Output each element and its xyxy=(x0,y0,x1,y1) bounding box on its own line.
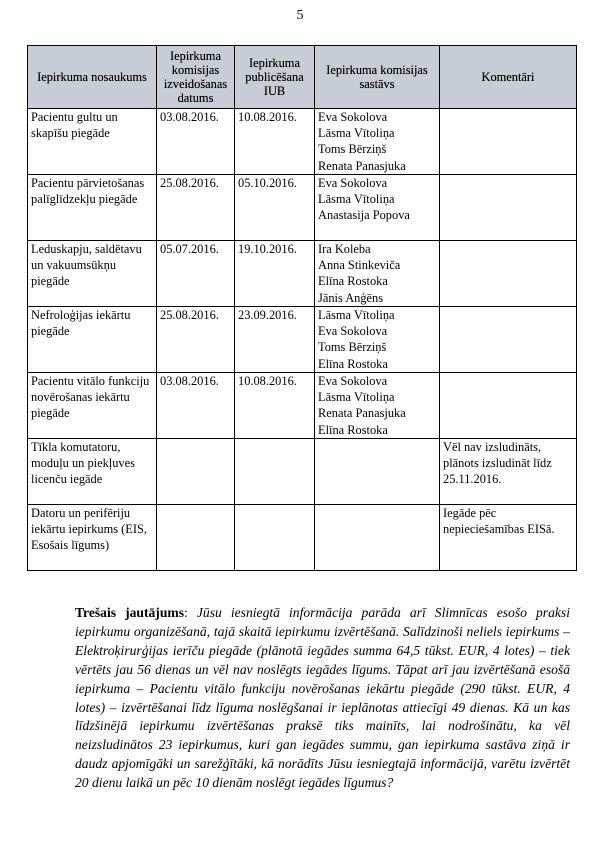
committee-members-cell: Eva Sokolova Lāsma Vītoliņa Toms Bērziņš Renata Panasjuka xyxy=(315,109,440,175)
committee-date-cell xyxy=(157,439,235,505)
procurement-name-cell: Nefroloģijas iekārtu piegāde xyxy=(28,307,157,373)
procurement-name-cell: Tīkla komutatoru, moduļu un piekļuves licenču iegāde xyxy=(28,439,157,505)
comment-cell xyxy=(440,241,577,307)
committee-date-cell: 25.08.2016. xyxy=(157,307,235,373)
committee-members-cell: Lāsma Vītoliņa Eva Sokolova Toms Bērziņš Elīna Rostoka xyxy=(315,307,440,373)
table-row xyxy=(28,505,577,571)
procurement-name-cell: Pacientu pārvietošanas palīglīdzekļu piegāde xyxy=(28,175,157,241)
question-body: Jūsu iesniegtā informācija parāda arī Slimnīcas esošo praksi iepirkumu organizēšanā, tajā skaitā iepirkumu izvērtēšanā. Salīdzinoši neliels iepirkums – Elektroķirurģijas ierīču piegāde (plānotā iegādes summa 64,5 tūkst. EUR, 4 lotes) – tiek vērtēts jau 56 dienas un vēl nav noslēgts iegādes līgums. Tāpat arī jau izvērtēšanā esošā iepirkuma – Pacientu vitālo funkciju novērošanas iekārtu piegāde (290 tūkst. EUR, 4 lotes) – izvērtēšanai līdz līguma noslēgšanai ir ieplānotas attiecīgi 49 dienas. Kā un kas līdzšinējā iepirkumu izvērtēšanas praksē tiks mainīts, lai nodrošinātu, ka vēl neizsludinātos 23 iepirkumus, kuri gan iegādes summu, gan iepirkuma sastāva ziņā ir daudz apjomīgāki un sarežģītāki, kā norādīts Jūsu iesniegtajā informācijā, varētu izvērtēt 20 dienu laikā un pēc 10 dienām noslēgt iegādes līgumus? xyxy=(75,605,570,791)
comment-cell: Vēl nav izsludināts, plānots izsludināt līdz 25.11.2016. xyxy=(440,439,577,505)
procurement-name-cell: Pacientu vitālo funkciju novērošanas iekārtu piegāde xyxy=(28,373,157,439)
publication-date-cell: 10.08.2016. xyxy=(235,373,315,439)
procurement-table xyxy=(27,45,577,571)
publication-date-cell: 23.09.2016. xyxy=(235,307,315,373)
table-row xyxy=(28,439,577,505)
header-committee-members: Iepirkuma komisijas sastāvs xyxy=(315,46,440,109)
table-row xyxy=(28,241,577,307)
committee-date-cell: 03.08.2016. xyxy=(157,373,235,439)
committee-members-cell: Eva Sokolova Lāsma Vītoliņa Anastasija Popova xyxy=(315,175,440,241)
procurement-name-cell: Leduskapju, saldētavu un vakuumsūkņu piegāde xyxy=(28,241,157,307)
committee-members-cell xyxy=(315,439,440,505)
table-row xyxy=(28,307,577,373)
procurement-name-cell: Pacientu gultu un skapīšu piegāde xyxy=(28,109,157,175)
publication-date-cell xyxy=(235,505,315,571)
header-publication-iub: Iepirkuma publicēšana IUB xyxy=(235,46,315,109)
comment-cell xyxy=(440,175,577,241)
publication-date-cell: 10.08.2016. xyxy=(235,109,315,175)
publication-date-cell: 05.10.2016. xyxy=(235,175,315,241)
publication-date-cell: 19.10.2016. xyxy=(235,241,315,307)
question-colon: : xyxy=(184,605,197,620)
committee-members-cell xyxy=(315,505,440,571)
comment-cell: Iegāde pēc nepieciešamības EISā. xyxy=(440,505,577,571)
comment-cell xyxy=(440,307,577,373)
publication-date-cell xyxy=(235,439,315,505)
header-procurement-name: Iepirkuma nosaukums xyxy=(28,46,157,109)
committee-members-cell: Ira Koleba Anna Stinkeviča Elīna Rostoka Jānis Anģēns xyxy=(315,241,440,307)
header-committee-date: Iepirkuma komisijas izveidošanas datums xyxy=(157,46,235,109)
committee-date-cell xyxy=(157,505,235,571)
question-lead: Trešais jautājums xyxy=(75,605,185,620)
committee-date-cell: 25.08.2016. xyxy=(157,175,235,241)
committee-members-cell: Eva Sokolova Lāsma Vītoliņa Renata Panasjuka Elīna Rostoka xyxy=(315,373,440,439)
table-header-row xyxy=(28,46,577,109)
comment-cell xyxy=(440,109,577,175)
committee-date-cell: 05.07.2016. xyxy=(157,241,235,307)
table-row xyxy=(28,373,577,439)
header-comments: Komentāri xyxy=(440,46,577,109)
comment-cell xyxy=(440,373,577,439)
table-row xyxy=(28,175,577,241)
table-row xyxy=(28,109,577,175)
procurement-name-cell: Datoru un perifēriju iekārtu iepirkums (EIS, Esošais līgums) xyxy=(28,505,157,571)
question-paragraph xyxy=(75,604,570,793)
page-number: 5 xyxy=(296,8,304,23)
committee-date-cell: 03.08.2016. xyxy=(157,109,235,175)
